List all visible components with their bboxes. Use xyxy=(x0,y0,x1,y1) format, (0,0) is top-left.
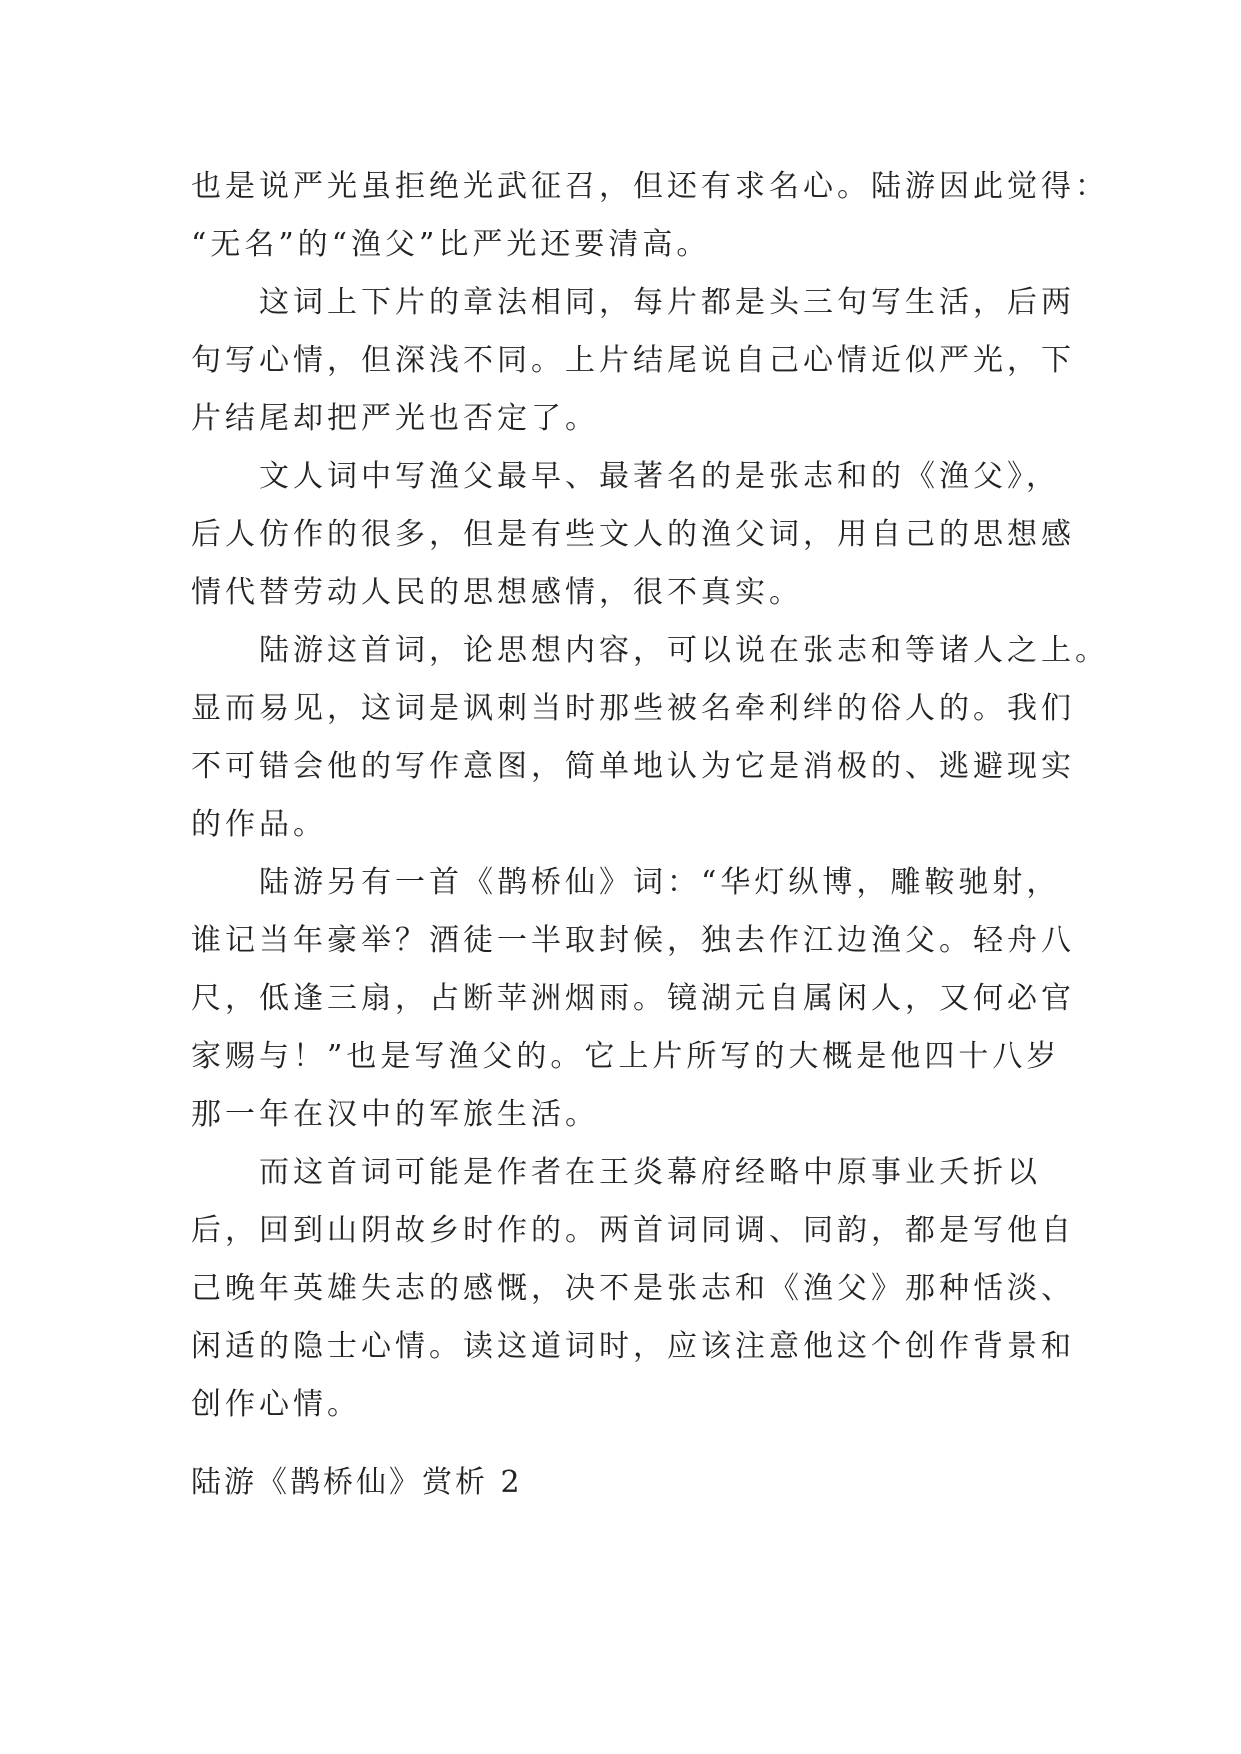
text-line: 片结尾却把严光也否定了。 xyxy=(191,401,599,436)
text-line: 后，回到山阴故乡时作的。两首词同调、同韵，都是写他自 xyxy=(191,1213,1075,1248)
text-line: 句写心情，但深浅不同。上片结尾说自己心情近似严光，下 xyxy=(191,343,1075,378)
text-line: 创作心情。 xyxy=(191,1387,361,1422)
text-line: 家赐与！”也是写渔父的。它上片所写的大概是他四十八岁 xyxy=(191,1039,1061,1074)
text-line: 情代替劳动人民的思想感情，很不真实。 xyxy=(191,575,803,610)
text-line: 陆游另有一首《鹊桥仙》词：“华灯纵博，雕鞍驰射， xyxy=(259,865,1061,900)
text-line: 陆游这首词，论思想内容，可以说在张志和等诸人之上。 xyxy=(259,633,1109,668)
text-line: 谁记当年豪举？酒徒一半取封候，独去作江边渔父。轻舟八 xyxy=(191,923,1075,958)
text-line: 闲适的隐士心情。读这道词时，应该注意他这个创作背景和 xyxy=(191,1329,1075,1364)
text-line: 也是说严光虽拒绝光武征召，但还有求名心。陆游因此觉得： xyxy=(191,169,1109,204)
section-heading: 陆游《鹊桥仙》赏析 2 xyxy=(191,1465,523,1500)
text-line: 这词上下片的章法相同，每片都是头三句写生活，后两 xyxy=(259,285,1075,320)
text-line: 文人词中写渔父最早、最著名的是张志和的《渔父》， xyxy=(259,459,1060,494)
text-line: “无名”的“渔父”比严光还要清高。 xyxy=(191,227,711,262)
text-line: 后人仿作的很多，但是有些文人的渔父词，用自己的思想感 xyxy=(191,517,1075,552)
text-line: 显而易见，这词是讽刺当时那些被名牵利绊的俗人的。我们 xyxy=(191,691,1075,726)
text-line: 己晚年英雄失志的感慨，决不是张志和《渔父》那种恬淡、 xyxy=(191,1271,1075,1306)
text-line: 尺，低逢三扇，占断苹洲烟雨。镜湖元自属闲人，又何必官 xyxy=(191,981,1075,1016)
text-line: 的作品。 xyxy=(191,807,327,842)
text-line: 不可错会他的写作意图，简单地认为它是消极的、逃避现实 xyxy=(191,749,1075,784)
body-text xyxy=(191,158,1109,1434)
text-line: 那一年在汉中的军旅生活。 xyxy=(191,1097,599,1132)
text-line: 而这首词可能是作者在王炎幕府经略中原事业夭折以 xyxy=(259,1155,1041,1190)
